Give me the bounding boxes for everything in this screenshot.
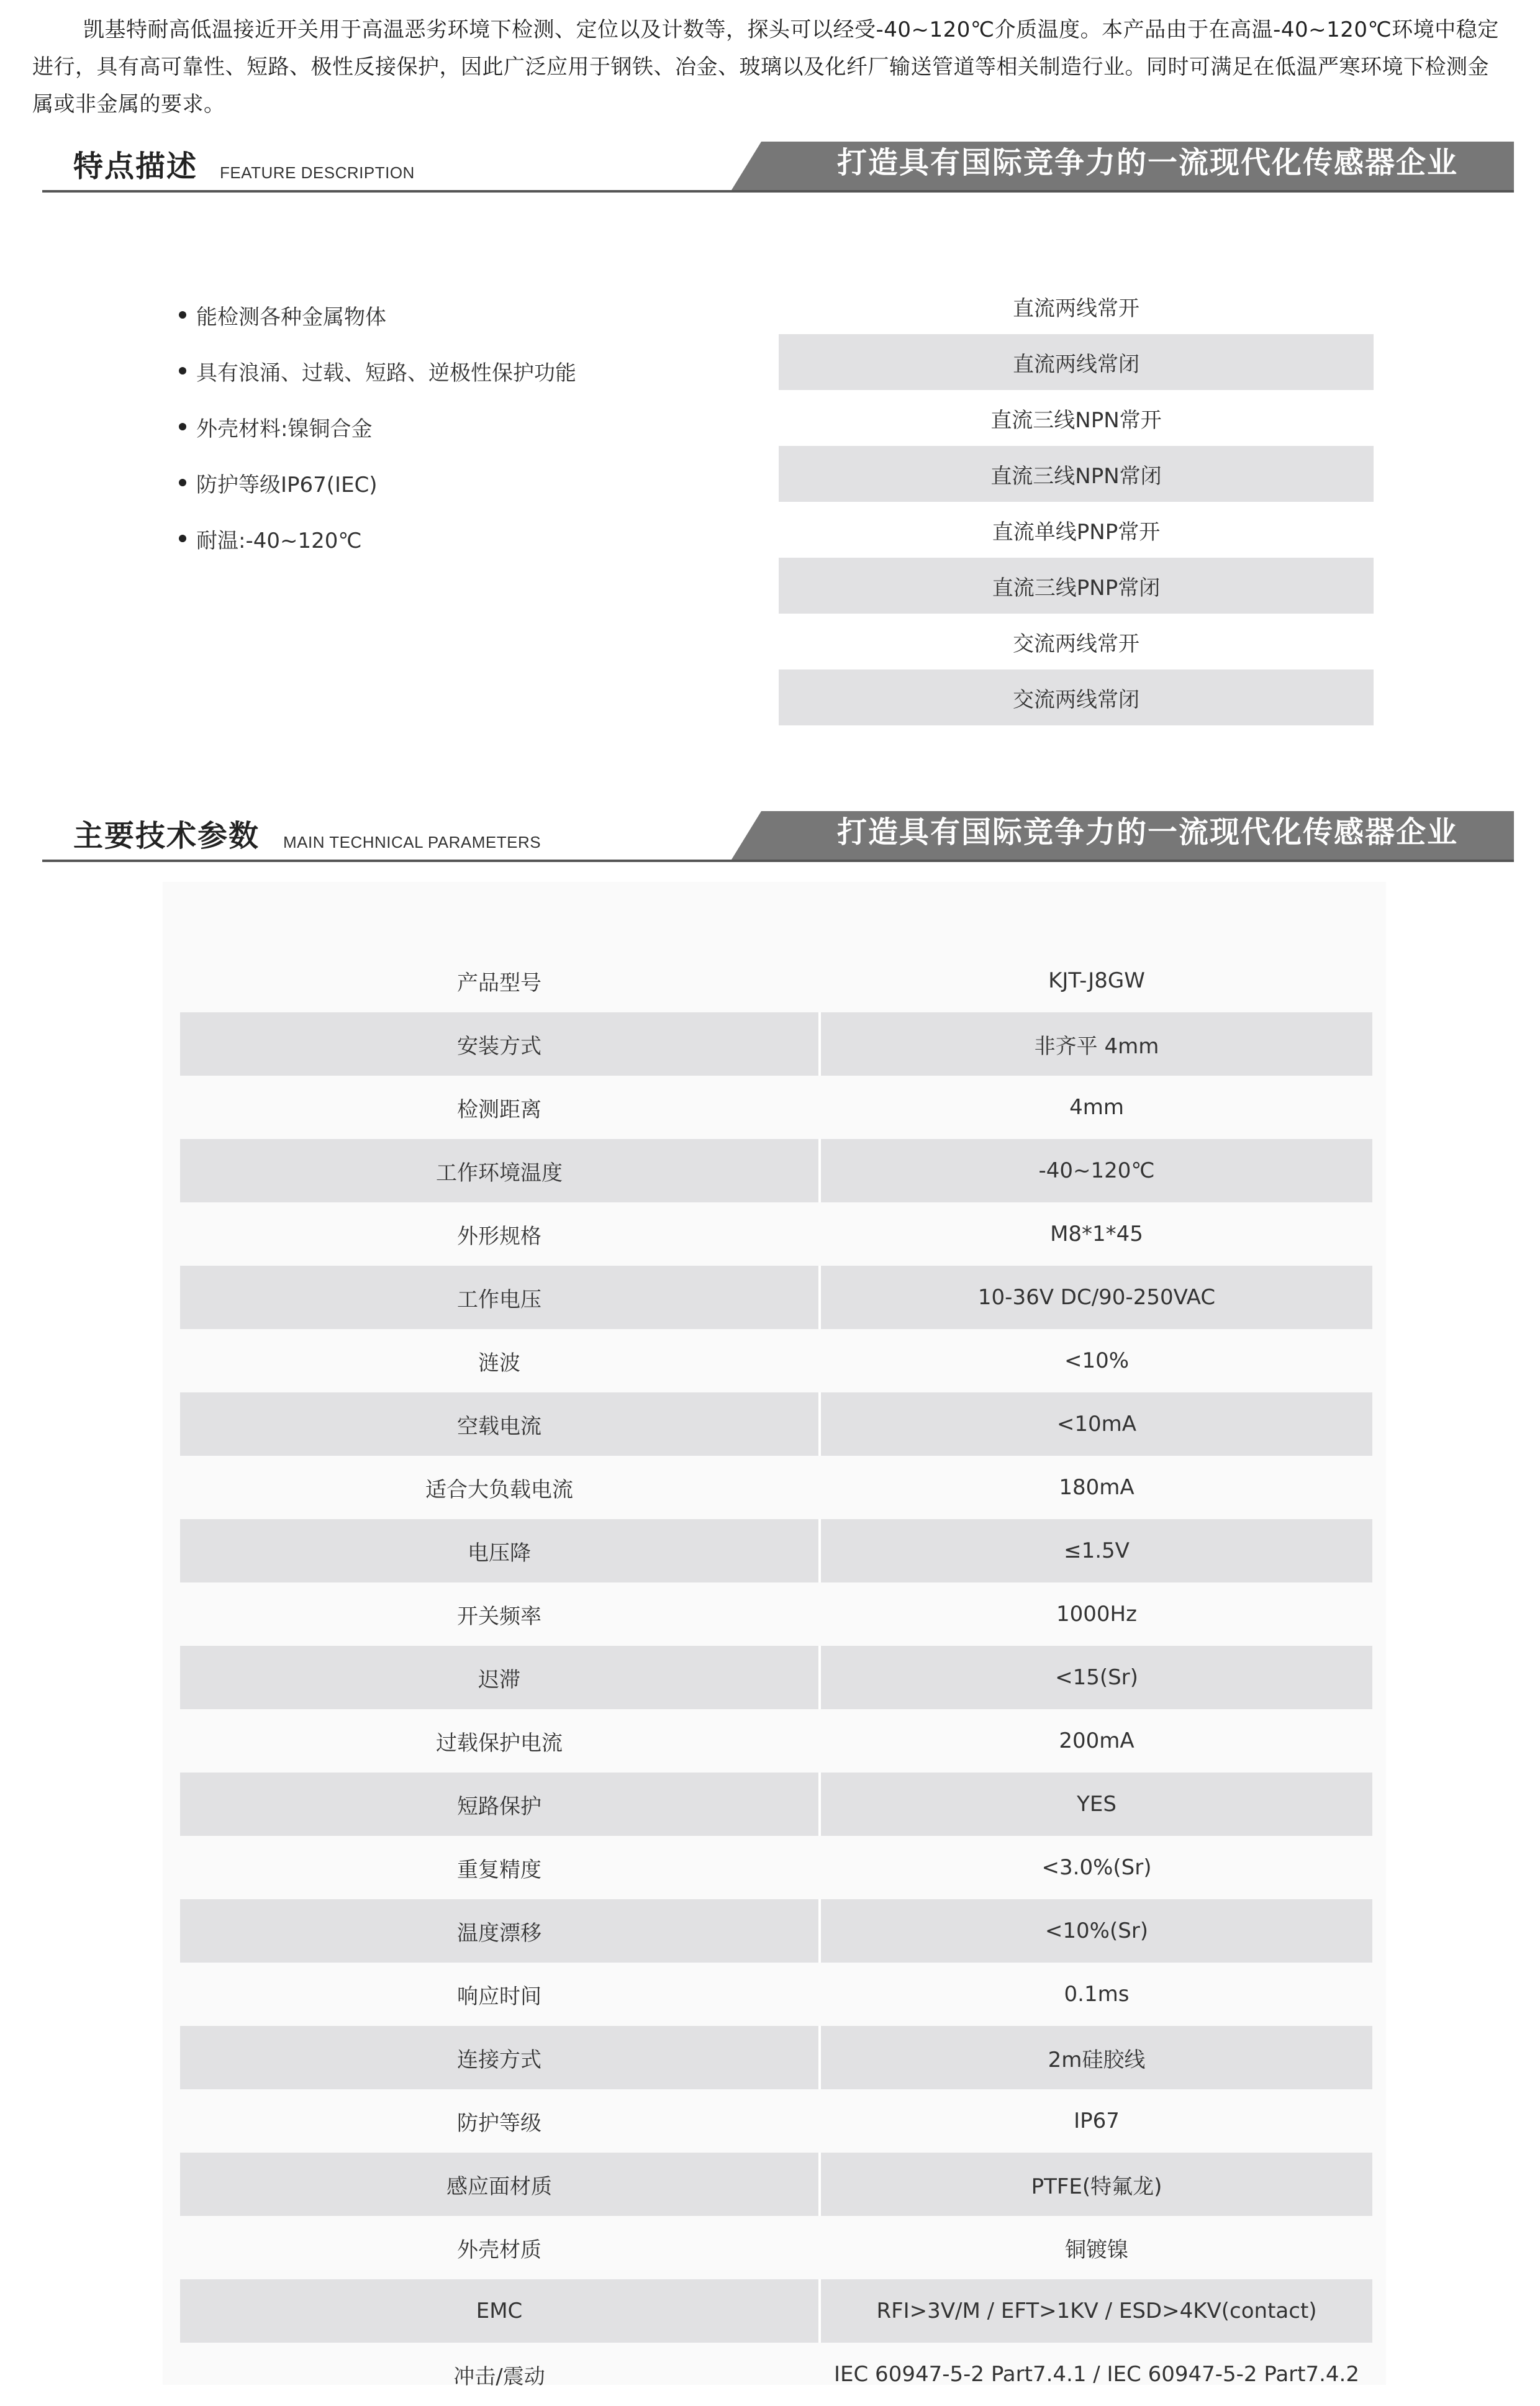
bullet-icon bbox=[179, 311, 186, 319]
table-row bbox=[180, 1963, 1372, 2026]
table-row bbox=[180, 1709, 1372, 1773]
param-value: 1000Hz bbox=[1056, 1602, 1137, 1627]
param-value: M8*1*45 bbox=[1050, 1222, 1143, 1246]
table-row bbox=[180, 1202, 1372, 1266]
table-row bbox=[180, 2026, 1372, 2089]
table-row bbox=[180, 1899, 1372, 1963]
param-title-cn: 主要技术参数 bbox=[73, 819, 260, 853]
table-row bbox=[180, 1266, 1372, 1329]
feature-item bbox=[179, 511, 738, 566]
feature-section-header bbox=[42, 143, 1514, 193]
param-label: 产品型号 bbox=[457, 970, 541, 996]
bullet-icon bbox=[179, 535, 186, 542]
param-label: 冲击/震动 bbox=[453, 2364, 545, 2389]
table-row bbox=[180, 1076, 1372, 1139]
bullet-icon bbox=[179, 479, 186, 486]
output-type-row: 直流两线常开 bbox=[1013, 296, 1139, 321]
intro-paragraph: 凯基特耐高低温接近开关用于高温恶劣环境下检测、定位以及计数等，探头可以经受-40~120℃介质温度。本产品由于在高温-40~120℃环境中稳定进行，具有高可靠性、短路、极性反接保护，因此广泛应用于钢铁、冶金、玻璃以及化纤厂输送管道等相关制造行业。同时可满足在低温严寒环境下检测金属或非金属的要求。 bbox=[32, 17, 1499, 117]
table-row bbox=[180, 1836, 1372, 1899]
feature-text: 能检测各种金属物体 bbox=[196, 304, 386, 330]
param-value: 180mA bbox=[1059, 1475, 1135, 1500]
param-value: 200mA bbox=[1059, 1728, 1135, 1753]
param-label: 迟滞 bbox=[180, 1646, 821, 1709]
feature-list bbox=[179, 287, 738, 566]
param-value: 10-36V DC/90-250VAC bbox=[977, 1285, 1216, 1310]
param-label: 电压降 bbox=[180, 1519, 821, 1582]
param-label: 工作环境温度 bbox=[180, 1139, 821, 1202]
param-value: -40~120℃ bbox=[1038, 1158, 1155, 1183]
param-label: 涟波 bbox=[478, 1350, 520, 1376]
feature-text: 防护等级IP67(IEC) bbox=[196, 472, 378, 497]
param-value: YES bbox=[1077, 1792, 1116, 1817]
param-label: 响应时间 bbox=[457, 1984, 541, 2009]
param-label: 检测距离 bbox=[457, 1097, 541, 1122]
table-row bbox=[180, 1456, 1372, 1519]
param-section-header bbox=[42, 812, 1514, 862]
feature-text: 具有浪涌、过载、短路、逆极性保护功能 bbox=[196, 360, 576, 386]
table-row bbox=[180, 1329, 1372, 1392]
table-row bbox=[180, 2343, 1372, 2406]
param-value: 铜镀镍 bbox=[1065, 2237, 1128, 2263]
table-row bbox=[180, 1012, 1372, 1076]
param-value: <15(Sr) bbox=[1055, 1665, 1138, 1690]
table-row bbox=[180, 1646, 1372, 1709]
table-row bbox=[180, 1773, 1372, 1836]
output-type-row: 交流两线常闭 bbox=[779, 670, 1374, 725]
param-label: 重复精度 bbox=[457, 1857, 541, 1882]
param-label: EMC bbox=[180, 2279, 821, 2343]
param-value: RFI>3V/M / EFT>1KV / ESD>4KV(contact) bbox=[876, 2299, 1317, 2323]
table-row bbox=[180, 1392, 1372, 1456]
output-type-row: 直流三线NPN常开 bbox=[990, 407, 1162, 433]
table-row bbox=[180, 1582, 1372, 1646]
output-type-row: 直流三线NPN常闭 bbox=[779, 446, 1374, 502]
param-value: <10% bbox=[1064, 1348, 1130, 1373]
feature-text: 外壳材料:镍铜合金 bbox=[196, 416, 373, 442]
param-label: 过载保护电流 bbox=[436, 1730, 563, 1756]
feature-text: 耐温:-40~120℃ bbox=[196, 528, 362, 553]
param-label: 空载电流 bbox=[180, 1392, 821, 1456]
param-value: PTFE(特氟龙) bbox=[1031, 2174, 1162, 2199]
param-value: 非齐平 4mm bbox=[1034, 1033, 1159, 1059]
param-value: IEC 60947-5-2 Part7.4.1 / IEC 60947-5-2 Part7.4.2 bbox=[834, 2362, 1359, 2387]
table-row bbox=[180, 1139, 1372, 1202]
table-row bbox=[180, 1519, 1372, 1582]
bullet-icon bbox=[179, 423, 186, 430]
param-value: <10mA bbox=[1056, 1412, 1137, 1437]
param-title-en: MAIN TECHNICAL PARAMETERS bbox=[283, 833, 541, 851]
feature-item bbox=[179, 399, 738, 455]
param-label: 适合大负载电流 bbox=[425, 1477, 573, 1502]
feature-item bbox=[179, 455, 738, 511]
section-divider bbox=[42, 860, 1514, 862]
param-label: 工作电压 bbox=[180, 1266, 821, 1329]
slogan-text: 打造具有国际竞争力的一流现代化传感器企业 bbox=[836, 145, 1458, 180]
table-row bbox=[180, 2279, 1372, 2343]
feature-title-cn: 特点描述 bbox=[73, 149, 198, 184]
output-type-row: 直流两线常闭 bbox=[779, 334, 1374, 390]
param-value: ≤1.5V bbox=[1064, 1538, 1130, 1563]
param-value: 2m硅胶线 bbox=[1048, 2047, 1146, 2072]
table-row bbox=[180, 949, 1372, 1012]
section-divider bbox=[42, 190, 1514, 193]
param-label: 短路保护 bbox=[180, 1773, 821, 1836]
output-type-list bbox=[779, 278, 1374, 725]
param-label: 开关频率 bbox=[457, 1604, 541, 1629]
feature-title-en: FEATURE DESCRIPTION bbox=[220, 163, 415, 182]
output-type-row: 直流单线PNP常开 bbox=[992, 519, 1161, 545]
output-type-row: 直流三线PNP常闭 bbox=[779, 558, 1374, 614]
param-label: 防护等级 bbox=[457, 2110, 541, 2136]
feature-item bbox=[179, 287, 738, 343]
parameter-table bbox=[180, 949, 1372, 2406]
param-label: 感应面材质 bbox=[180, 2153, 821, 2216]
param-value: 4mm bbox=[1069, 1095, 1124, 1120]
feature-item bbox=[179, 343, 738, 399]
output-type-row: 交流两线常开 bbox=[1013, 631, 1139, 656]
param-label: 温度漂移 bbox=[180, 1899, 821, 1963]
param-label: 外形规格 bbox=[457, 1223, 541, 1249]
param-value: <10%(Sr) bbox=[1044, 1918, 1149, 1943]
table-row bbox=[180, 2153, 1372, 2216]
param-value: IP67 bbox=[1074, 2109, 1120, 2133]
param-label: 安装方式 bbox=[180, 1012, 821, 1076]
param-label: 外壳材质 bbox=[457, 2237, 541, 2263]
param-value: <3.0%(Sr) bbox=[1041, 1855, 1152, 1880]
table-row bbox=[180, 2089, 1372, 2153]
param-value: 0.1ms bbox=[1064, 1982, 1130, 2007]
slogan-text: 打造具有国际竞争力的一流现代化传感器企业 bbox=[836, 815, 1458, 850]
table-row bbox=[180, 2216, 1372, 2279]
param-value: KJT-J8GW bbox=[1048, 968, 1145, 993]
param-label: 连接方式 bbox=[180, 2026, 821, 2089]
bullet-icon bbox=[179, 367, 186, 375]
